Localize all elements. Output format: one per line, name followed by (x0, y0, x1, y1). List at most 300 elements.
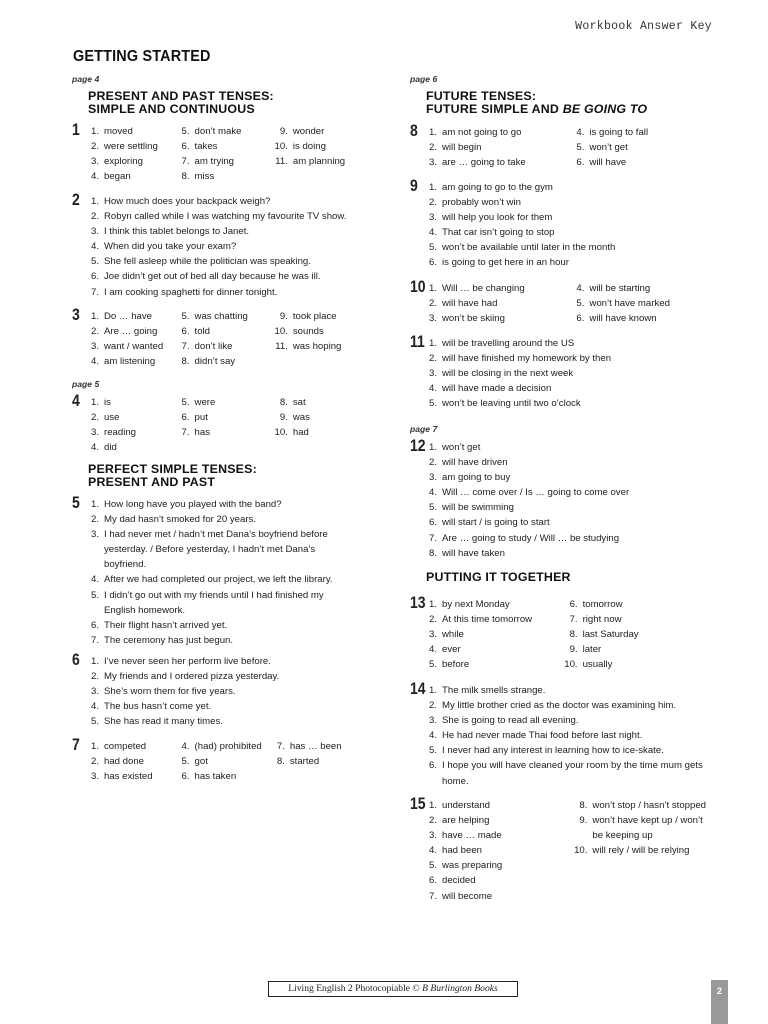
exercise-number: 3 (72, 306, 80, 324)
answer-item (425, 125, 572, 140)
answer-text: He had never made Thai food before last night. (442, 730, 643, 742)
exercise-answers (87, 124, 392, 184)
answer-number: 5. (428, 860, 437, 872)
answer-item (425, 828, 572, 843)
answer-item (178, 309, 273, 324)
answer-text: is doing (292, 141, 326, 153)
answer-text: are … going to take (442, 157, 526, 169)
section-title (88, 463, 392, 497)
answer-number: 9. (579, 815, 588, 827)
footer (268, 981, 518, 997)
answer-text: don’t like (194, 341, 233, 353)
answer-item (87, 769, 178, 784)
left-column (72, 72, 392, 789)
answer-text: last Saturday (582, 629, 639, 641)
exercise-number: 15 (410, 795, 426, 813)
answer-text: She has read it many times. (104, 716, 223, 728)
answer-item (425, 813, 572, 828)
answer-number: 1. (428, 442, 437, 453)
answer-number: 10. (564, 659, 578, 671)
answer-number: 1. (90, 499, 99, 510)
answer-number: 7. (428, 532, 437, 544)
answer-text: sounds (292, 326, 324, 338)
answer-text: won’t stop / hasn’t stopped (592, 800, 707, 811)
answer-number: 3. (90, 686, 99, 698)
answer-number: 4. (90, 356, 99, 368)
answer-number: 10. (574, 845, 588, 857)
answer-text: The milk smells strange. (442, 685, 546, 696)
answer-text: When did you take your exam? (104, 241, 237, 253)
answer-column (425, 281, 572, 326)
page-number: 2 (711, 980, 728, 1024)
answer-column (178, 124, 273, 184)
answer-text: will have taken (442, 547, 505, 559)
answer-number: 5. (90, 716, 99, 728)
exercise-4 (72, 392, 392, 463)
answer-text: The bus hasn’t come yet. (104, 701, 212, 713)
section-title-line (88, 103, 392, 116)
answer-item (425, 612, 563, 627)
answer-number: 5. (428, 242, 437, 254)
exercise-answers (425, 597, 710, 672)
answer-item (87, 285, 387, 300)
answer-item (563, 612, 710, 627)
answer-text: is (104, 397, 111, 408)
exercise-number: 14 (410, 680, 426, 698)
answer-number: 3. (428, 157, 437, 169)
answer-text: put (194, 412, 208, 424)
answer-text: won’t have marked (589, 298, 670, 310)
answer-text: Do … have (104, 311, 152, 322)
answer-number: 2. (90, 141, 99, 153)
answer-item (178, 754, 273, 769)
answer-text: got (194, 756, 208, 768)
answer-number: 2. (428, 298, 437, 310)
answer-number: 5. (576, 298, 585, 310)
section-title-text: PRESENT AND PAST (88, 475, 216, 489)
answer-number: 1. (90, 741, 99, 752)
exercise-number: 2 (72, 191, 80, 209)
answer-text: wonder (292, 126, 325, 137)
exercise-5 (72, 494, 392, 654)
answer-number: 6. (428, 257, 437, 269)
answer-text: use (104, 412, 120, 424)
answer-number: 4. (428, 644, 437, 656)
answer-number: 5. (428, 398, 437, 410)
answer-text: That car isn’t going to stop (442, 227, 555, 239)
answer-number: 9. (279, 412, 288, 424)
answer-text: How long have you played with the band? (104, 499, 282, 510)
exercise-number: 5 (72, 494, 80, 512)
answer-item (425, 642, 563, 657)
answer-item (87, 124, 178, 139)
answer-text: probably won’t win (442, 197, 521, 209)
answer-number: 8. (579, 800, 588, 811)
answer-item (425, 758, 710, 788)
answer-item (87, 194, 387, 209)
answer-number: 1. (428, 127, 437, 138)
answer-text: don’t make (194, 126, 242, 137)
answer-item (425, 889, 572, 904)
answer-item (572, 140, 710, 155)
answer-item (87, 618, 337, 633)
answer-item (572, 125, 710, 140)
answer-text: before (442, 659, 470, 671)
answer-item (425, 798, 572, 813)
answer-number: 4. (428, 730, 437, 742)
answer-item (87, 169, 178, 184)
answer-item (273, 139, 392, 154)
answer-text: I had never met / hadn’t met Dana’s boyfriend before yesterday. / Before yesterday, I hadn’t met Dana’s boyfriend. (104, 529, 328, 571)
answer-text: has … been (289, 741, 342, 752)
answer-number: 7. (181, 156, 190, 168)
answer-number: 2. (90, 514, 99, 526)
answer-text: After we had completed our project, we left the library. (104, 574, 333, 586)
header-title: Workbook Answer Key (575, 20, 712, 33)
answer-number: 3. (428, 715, 437, 727)
answer-text: am listening (104, 356, 156, 368)
answer-item (425, 698, 710, 713)
answer-item (572, 311, 710, 326)
answer-item (273, 154, 392, 169)
answer-number: 1. (90, 311, 99, 322)
answer-item (87, 633, 337, 648)
exercise-7 (72, 736, 392, 789)
answer-number: 6. (576, 157, 585, 169)
answer-number: 4. (428, 383, 437, 395)
answer-item (87, 309, 178, 324)
answer-column (273, 739, 392, 784)
answer-item (178, 339, 273, 354)
answer-text: took place (292, 311, 337, 322)
answer-column (87, 309, 178, 369)
answer-text: Robyn called while I was watching my favourite TV show. (104, 211, 347, 223)
answer-text: competed (104, 741, 147, 752)
answer-number: 5. (181, 311, 190, 322)
answer-item (87, 699, 337, 714)
answer-number: 1. (90, 126, 99, 137)
answer-item (425, 531, 710, 546)
page-label: page 4 (72, 74, 100, 84)
answer-text: began (104, 171, 131, 183)
section-title-text: PRESENT AND PAST TENSES: (88, 89, 274, 103)
answer-number: 3. (428, 629, 437, 641)
answer-item (572, 155, 710, 170)
answer-item (425, 255, 710, 270)
exercise-8 (410, 122, 710, 180)
answer-number: 4. (181, 741, 190, 752)
section-title-italic: BE GOING TO (562, 102, 648, 116)
answer-number: 6. (576, 313, 585, 325)
answer-number: 4. (90, 574, 99, 586)
answer-text: will have finished my homework by then (442, 353, 612, 365)
answer-text: am going to buy (442, 472, 511, 484)
answer-number: 4. (576, 283, 585, 294)
answer-item (425, 713, 710, 728)
answer-item (87, 209, 387, 224)
exercise-12 (410, 437, 710, 571)
answer-column (178, 395, 273, 455)
section-title-line (426, 571, 710, 584)
answer-item (178, 154, 273, 169)
exercise-2 (72, 191, 392, 309)
answer-item (178, 410, 273, 425)
answer-item (178, 139, 273, 154)
answer-column (425, 440, 710, 561)
exercise-9 (410, 177, 710, 281)
answer-number: 6. (181, 326, 190, 338)
answer-text: am not going to go (442, 127, 522, 138)
answer-item (87, 440, 178, 455)
section-title-line (426, 103, 710, 116)
section-title-line (88, 476, 392, 489)
exercise-number: 11 (410, 333, 425, 351)
answer-number: 8. (428, 547, 437, 559)
answer-item (425, 351, 710, 366)
answer-number: 10. (274, 326, 288, 338)
section-title (426, 571, 710, 597)
answer-item (87, 239, 387, 254)
answer-text: told (194, 326, 211, 338)
answer-item (563, 597, 710, 612)
answer-column (87, 497, 337, 648)
answer-number: 11. (275, 341, 288, 353)
answer-number: 2. (90, 671, 99, 683)
answer-number: 9. (569, 644, 578, 656)
answer-item (425, 396, 710, 411)
answer-item (87, 588, 337, 618)
answer-item (178, 124, 273, 139)
answer-number: 4. (90, 241, 99, 253)
answer-column (425, 597, 563, 672)
answer-number: 4. (428, 227, 437, 239)
answer-item (87, 154, 178, 169)
answer-number: 3. (428, 368, 437, 380)
answer-item (425, 225, 710, 240)
answer-column (572, 798, 710, 904)
section-title-text: FUTURE SIMPLE AND (426, 102, 563, 116)
answer-number: 3. (90, 156, 99, 168)
answer-item (425, 210, 710, 225)
answer-item (87, 324, 178, 339)
answer-number: 3. (428, 212, 437, 224)
answer-number: 4. (428, 845, 437, 857)
answer-number: 3. (90, 529, 99, 541)
exercise-3 (72, 306, 392, 377)
answer-column (425, 336, 710, 411)
answer-text: usually (582, 659, 613, 671)
exercise-15 (410, 795, 710, 908)
answer-number: 6. (90, 271, 99, 283)
exercise-11 (410, 333, 710, 422)
page-label: page 5 (72, 379, 100, 389)
exercise-answers (87, 309, 392, 369)
answer-text: decided (442, 875, 476, 887)
answer-item (273, 754, 392, 769)
answer-number: 5. (576, 142, 585, 154)
answer-number: 7. (276, 741, 285, 752)
section-title-text: FUTURE TENSES: (426, 89, 537, 103)
answer-text: exploring (104, 156, 143, 168)
answer-item (87, 714, 337, 729)
answer-number: 3. (428, 472, 437, 484)
exercise-number: 9 (410, 177, 418, 195)
answer-text: miss (194, 171, 215, 183)
answer-text: were (194, 397, 216, 408)
answer-text: Will … come over / Is … going to come over (442, 487, 630, 499)
answer-text: will help you look for them (442, 212, 553, 224)
answer-text: Their flight hasn’t arrived yet. (104, 619, 228, 631)
answer-number: 2. (428, 353, 437, 365)
answer-item (87, 425, 178, 440)
answer-column (87, 739, 178, 784)
answer-item (425, 515, 710, 530)
answer-item (87, 497, 337, 512)
section-title (426, 90, 710, 125)
answer-item (425, 873, 572, 888)
exercise-answers (87, 739, 392, 784)
answer-number: 8. (569, 629, 578, 641)
exercise-answers (425, 281, 710, 326)
answer-number: 2. (428, 700, 437, 712)
answer-text: My dad hasn’t smoked for 20 years. (104, 514, 256, 526)
answer-number: 1. (428, 800, 437, 811)
right-column (410, 72, 710, 908)
answer-number: 8. (181, 356, 190, 368)
answer-number: 7. (569, 614, 578, 626)
answer-item (273, 410, 392, 425)
answer-item (87, 754, 178, 769)
answer-text: will start / is going to start (442, 517, 550, 529)
answer-number: 8. (181, 171, 190, 183)
answer-number: 2. (90, 412, 99, 424)
answer-item (563, 642, 710, 657)
answer-text: has existed (104, 771, 153, 783)
answer-item (572, 296, 710, 311)
answer-text: understand (442, 800, 491, 811)
answer-text: Will … be changing (442, 283, 525, 294)
answer-number: 2. (428, 614, 437, 626)
answer-text: won’t get (442, 442, 481, 453)
answer-number: 6. (569, 599, 578, 610)
answer-column (87, 395, 178, 455)
answer-item (425, 546, 710, 561)
answer-text: won’t be skiing (442, 313, 505, 325)
answer-number: 7. (90, 634, 99, 646)
answer-text: started (289, 756, 320, 768)
exercise-answers (425, 180, 710, 271)
answer-item (87, 254, 387, 269)
answer-number: 5. (428, 659, 437, 671)
answer-item (425, 485, 710, 500)
answer-column (273, 309, 392, 369)
exercise-10 (410, 278, 710, 336)
answer-column (178, 309, 273, 369)
answer-text: reading (104, 427, 137, 439)
answer-text: How much does your backpack weigh? (104, 196, 271, 207)
answer-column (425, 798, 572, 904)
answer-text: had done (104, 756, 145, 768)
answer-item (425, 281, 572, 296)
answer-number: 10. (274, 141, 288, 153)
answer-text: by next Monday (442, 599, 510, 610)
answer-item (425, 336, 710, 351)
answer-text: later (582, 644, 602, 656)
answer-item (425, 743, 710, 758)
answer-item (425, 843, 572, 858)
answer-item (572, 281, 710, 296)
answer-text: had (292, 427, 309, 439)
answer-item (425, 683, 710, 698)
answer-number: 3. (90, 341, 99, 353)
answer-text: has taken (194, 771, 237, 783)
answer-text: I didn’t go out with my friends until I had finished my English homework. (104, 589, 324, 616)
footer-publisher: B Burlington Books (422, 983, 498, 994)
answer-number: 4. (428, 487, 437, 499)
answer-number: 4. (90, 171, 99, 183)
answer-number: 5. (181, 397, 190, 408)
answer-text: will be travelling around the US (442, 338, 575, 349)
answer-column (178, 739, 273, 784)
answer-item (273, 309, 392, 324)
answer-item (87, 410, 178, 425)
answer-column (425, 125, 572, 170)
answer-text: are helping (442, 815, 490, 827)
answer-text: while (442, 629, 464, 641)
answer-text: want / wanted (104, 341, 164, 353)
page-label: page 7 (410, 424, 438, 434)
answer-text: will be closing in the next week (442, 368, 574, 380)
answer-item (178, 769, 273, 784)
answer-number: 7. (90, 286, 99, 298)
answer-text: will have made a decision (442, 383, 552, 395)
answer-column (87, 654, 337, 729)
answer-number: 5. (428, 502, 437, 514)
answer-number: 2. (428, 142, 437, 154)
answer-item (87, 269, 387, 284)
answer-number: 9. (279, 126, 288, 137)
answer-text: moved (104, 126, 133, 137)
answer-text: won’t have kept up / won’t be keeping up (592, 815, 703, 842)
answer-item (425, 858, 572, 873)
answer-item (87, 224, 387, 239)
answer-column (572, 125, 710, 170)
answer-text: I’ve never seen her perform live before. (104, 656, 271, 667)
section-title-text: SIMPLE AND CONTINUOUS (88, 102, 255, 116)
answer-item (87, 527, 337, 572)
answer-item (273, 324, 392, 339)
answer-text: tomorrow (582, 599, 623, 610)
answer-text: won’t be available until later in the month (442, 242, 616, 254)
answer-text: ever (442, 644, 461, 656)
exercise-answers (425, 798, 710, 904)
answer-number: 5. (181, 756, 190, 768)
exercise-number: 13 (410, 594, 426, 612)
answer-item (425, 240, 710, 255)
answer-text: will have (589, 157, 627, 169)
answer-number: 8. (279, 397, 288, 408)
answer-text: will have had (442, 298, 498, 310)
answer-item (425, 311, 572, 326)
exercise-13 (410, 594, 710, 683)
answer-text: takes (194, 141, 218, 153)
answer-text: won’t get (589, 142, 628, 154)
answer-text: She is going to read all evening. (442, 715, 579, 727)
answer-number: 9. (279, 311, 288, 322)
answer-number: 3. (428, 313, 437, 325)
section-title-text: PUTTING IT TOGETHER (426, 570, 571, 584)
answer-text: had been (442, 845, 483, 857)
